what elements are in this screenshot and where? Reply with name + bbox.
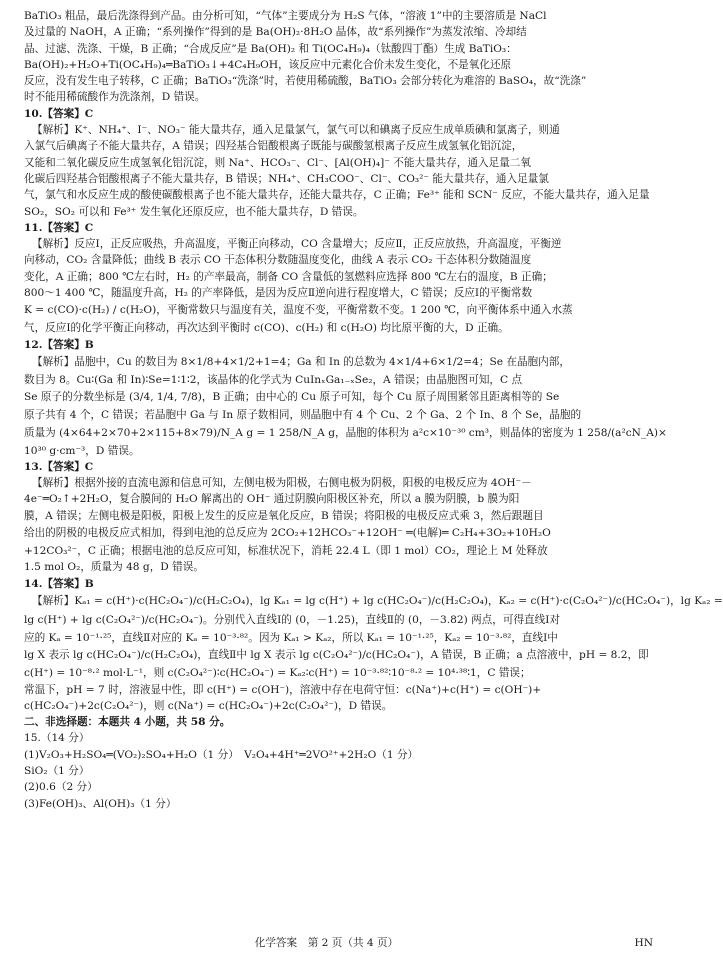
text-line: 常温下，pH = 7 时，溶液显中性，即 c(H⁺) = c(OH⁻)，溶液中存在电荷守恒：c(Na⁺)+c(H⁺) = c(OH⁻)+ [24,683,542,696]
text-line: 化碳后四羟基合铝酸根离子不能大量共存，B 错误；NH₄⁺、CH₃COO⁻、Cl⁻、CO₃²⁻ 能大量共存，通入足量氯 [24,172,549,185]
text-line: 质量为 (4×64+2×70+2×115+8×79)/N_A g = 1 258/N_A g，晶胞的体积为 a²c×10⁻³⁰ cm³，则晶体的密度为 1 258/(a²cN_A)× [24,426,667,439]
text-line: Se 原子的分数坐标是 (3/4, 1/4, 7/8)，B 正确；由中心的 Cu 原子可知，每个 Cu 原子周围紧邻且距离相等的 Se [24,391,560,404]
text-line: 【解析】K⁺、NH₄⁺、I⁻、NO₃⁻ 能大量共存，通入足量氯气，氯气可以和碘离子反应生成单质碘和氯离子，则通 [32,124,560,137]
page-number: 化学答案 第 2 页（共 4 页） [254,937,399,949]
text-line: 数目为 8。Cu∶(Ga 和 In)∶Se=1∶1∶2，该晶体的化学式为 CuInₓGa₁₋ₓSe₂，A 错误；由晶胞图可知，C 点 [24,373,523,386]
answer-heading: 11.【答案】C [24,221,94,234]
answer-heading: 10.【答案】C [24,107,94,120]
answer-heading: 12.【答案】B [24,338,94,351]
text-line: 给出的阴极的电极反应式相加，得到电池的总反应为 2CO₂+12HCO₃⁻+12OH⁻ ═(电解)═ C₂H₄+3O₂+10H₂O [24,527,551,540]
text-line: 800～1 400 ℃，随温度升高，H₂ 的产率降低，是因为反应Ⅱ逆向进行程度增大，C 错误；反应Ⅰ的平衡常数 [24,287,533,300]
text-line: 晶、过滤、洗涤、干燥，B 正确；“合成反应”是 Ba(OH)₂ 和 Ti(OC₄H₉)₄（钛酸四丁酯）生成 BaTiO₃： [24,42,517,55]
text-line: 膜，A 错误；左侧电极是阳极，阳极上发生的反应是氧化反应，B 错误；将阳极的电极反应式乘 3，然后跟题目 [24,509,544,522]
text-line: 【解析】Kₐ₁ = c(H⁺)·c(HC₂O₄⁻)/c(H₂C₂O₄)，lg Kₐ₁ = lg c(H⁺) + lg c(HC₂O₄⁻)/c(H₂C₂O₄)，Kₐ₂ = c(H⁺)·c(C₂O₄²⁻)/c(HC₂O₄⁻)，lg Kₐ₂ = [32,594,723,607]
answer-heading: 13.【答案】C [24,460,94,473]
text-line: (3)Fe(OH)₃、Al(OH)₃（1 分） [24,797,177,810]
text-line: 15.（14 分） [24,732,90,745]
text-line: 【解析】晶胞中，Cu 的数目为 8×1/8+4×1/2+1=4；Ga 和 In 的总数为 4×1/4+6×1/2=4；Se 在晶胞内部， [32,355,570,368]
text-line: 向移动，CO₂ 含量降低；曲线 B 表示 CO 干态体积分数随温度变化，曲线 A 表示 CO₂ 干态体积分数随温度 [24,254,532,267]
text-line: 及过量的 NaOH，A 正确；“系列操作”得到的是 Ba(OH)₂·8H₂O 晶体，故“系列操作”为蒸发浓缩、冷却结 [24,26,527,39]
text-line: c(H⁺) = 10⁻⁸·² mol·L⁻¹，则 c(C₂O₄²⁻)∶c(HC₂O₄⁻) = Kₐ₂∶c(H⁺) = 10⁻³·⁸²∶10⁻⁸·² = 10⁴·³⁸∶1，C 错误； [24,667,531,680]
text-line: K = c(CO)·c(H₂) / c(H₂O)，平衡常数只与温度有关，温度不变，平衡常数不变。1 200 ℃，向平衡体系中通入水蒸 [24,304,573,317]
answer-content [24,8,723,812]
answer-heading: 二、非选择题：本题共 4 小题，共 58 分。 [24,716,231,729]
text-line: 又能和二氧化碳反应生成氢氧化铝沉淀，则 Na⁺、HCO₃⁻、Cl⁻、[Al(OH)₄]⁻ 不能大量共存，通入足量二氧 [24,156,531,169]
text-line: (2)0.6（2 分） [24,781,98,794]
text-line: (1)V₂O₃+H₂SO₄═(VO₂)₂SO₄+H₂O（1 分） V₂O₄+4H⁺═2VO²⁺+2H₂O（1 分） [24,748,419,761]
text-line: lg c(H⁺) + lg c(C₂O₄²⁻)/c(HC₂O₄⁻)。分别代入直线Ⅰ的 (0，－1.25)，直线Ⅱ的 (0，－3.82) 两点，可得直线Ⅰ对 [24,613,561,626]
text-line: +12CO₃²⁻，C 正确；根据电池的总反应可知，标准状况下，消耗 22.4 L（即 1 mol）CO₂，理论上 M 处释放 [24,545,548,558]
text-line: SiO₂（1 分） [24,764,90,777]
text-line: 4e⁻═O₂↑+2H₂O，复合膜间的 H₂O 解离出的 OH⁻ 通过阴膜向阳极区补充，所以 a 膜为阴膜，b 膜为阳 [24,493,520,506]
text-line: 变化，A 正确；800 ℃左右时，H₂ 的产率最高，制备 CO 含量低的氢燃料应选择 800 ℃左右的温度，B 正确； [24,270,553,283]
answer-heading: 14.【答案】B [24,577,94,590]
text-line: 气，反应Ⅰ的化学平衡正向移动，再次达到平衡时 c(CO)、c(H₂) 和 c(H₂O) 均比原平衡的大，D 正确。 [24,322,509,335]
text-line: 入氯气后碘离子不能大量共存，A 错误；四羟基合铝酸根离子既能与碳酸氢根离子反应生成氢氧化铝沉淀， [24,140,523,153]
text-line: 【解析】反应Ⅰ，正反应吸热，升高温度，平衡正向移动，CO 含量增大；反应Ⅱ，正反应放热，升高温度，平衡逆 [32,238,562,251]
text-line: SO₂，SO₂ 可以和 Fe³⁺ 发生氧化还原反应，也不能大量共存，D 错误。 [24,205,364,218]
page-footer [0,935,653,951]
text-line: BaTiO₃ 粗品，最后洗涤得到产品。由分析可知，“气体”主要成分为 H₂S 气体，“溶液 1”中的主要溶质是 NaCl [24,10,547,22]
text-line: 应的 Kₐ = 10⁻¹·²⁵，直线Ⅱ对应的 Kₐ = 10⁻³·⁸²。因为 Kₐ₁ > Kₐ₂，所以 Kₐ₁ = 10⁻¹·²⁵，Kₐ₂ = 10⁻³·⁸²，直线Ⅰ中 [24,631,558,644]
text-line: 10³⁰ g·cm⁻³，D 错误。 [24,444,140,457]
text-line: 反应，没有发生电子转移，C 正确；BaTiO₃“洗涤”时，若使用稀硫酸，BaTiO₃ 会部分转化为难溶的 BaSO₄，故“洗涤” [24,75,587,88]
text-line: Ba(OH)₂+H₂O+Ti(OC₄H₉)₄═BaTiO₃↓+4C₄H₉OH，该反应中元素化合价未发生变化，不是氧化还原 [24,58,512,71]
text-line: 【解析】根据外接的直流电源和信息可知，左侧电极为阳极，右侧电极为阴极，阳极的电极反应为 4OH⁻－ [32,477,532,490]
text-line: lg X 表示 lg c(HC₂O₄⁻)/c(H₂C₂O₄)，直线Ⅱ中 lg X 表示 lg c(C₂O₄²⁻)/c(HC₂O₄⁻)，A 错误，B 正确；a 点溶液中，pH = 8.2，即 [24,649,649,662]
region-code: HN [634,937,653,949]
text-line: 气，氯气和水反应生成的酸使碳酸根离子也不能大量共存，还能大量共存，C 正确；Fe³⁺ 能和 SCN⁻ 反应，不能大量共存，通入足量 [24,189,650,202]
text-line: 原子共有 4 个，C 错误；若晶胞中 Ga 与 In 原子数相同，则晶胞中有 4 个 Cu、2 个 Ga、2 个 In、8 个 Se，晶胞的 [24,409,582,422]
text-line: 1.5 mol O₂，质量为 48 g，D 错误。 [24,561,204,574]
text-line: c(HC₂O₄⁻)+2c(C₂O₄²⁻)，则 c(Na⁺) = c(HC₂O₄⁻)+2c(C₂O₄²⁻)，D 错误。 [24,699,393,712]
text-line: 时不能用稀硫酸作为洗涤剂，D 错误。 [24,91,206,104]
